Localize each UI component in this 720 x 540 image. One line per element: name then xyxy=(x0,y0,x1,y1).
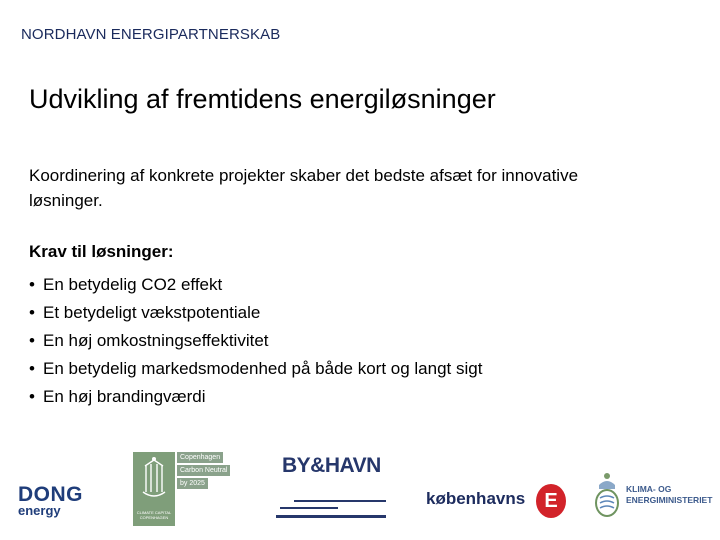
requirement-text: En høj omkostningseffektivitet xyxy=(43,331,269,350)
requirement-text: Et betydeligt vækstpotentiale xyxy=(43,303,261,322)
badge-text: CLIMATE CAPITAL COPENHAGEN xyxy=(136,510,172,520)
list-item xyxy=(29,355,482,383)
tag-copenhagen: Copenhagen xyxy=(177,452,223,463)
energi-e-icon: E xyxy=(536,484,566,518)
dong-energy-logo xyxy=(18,484,110,516)
royal-crest-icon xyxy=(590,471,624,521)
kobenhavns-logo-word: københavns xyxy=(426,489,526,508)
climate-capital-badge xyxy=(133,452,175,526)
byhavn-logo-word: BY&HAVN xyxy=(282,454,381,477)
byhavn-logo xyxy=(276,454,388,524)
bullet-icon: • xyxy=(29,303,35,322)
requirements-list xyxy=(29,271,482,411)
requirement-text: En betydelig CO2 effekt xyxy=(43,275,223,294)
byhavn-wave-line xyxy=(280,507,338,509)
copenhagen-carbon-neutral-logo xyxy=(133,452,237,526)
bullet-icon: • xyxy=(29,387,35,406)
klima-energiministeriet-logo xyxy=(590,471,716,521)
byhavn-wave-line xyxy=(276,515,386,518)
slide-title: Udvikling af fremtidens energiløsninger xyxy=(29,84,496,114)
dong-logo-word: DONG xyxy=(18,483,83,506)
bullet-icon: • xyxy=(29,359,35,378)
tag-carbon-neutral: Carbon Neutral xyxy=(177,465,230,476)
requirements-heading: Krav til løsninger: xyxy=(29,242,174,261)
kobenhavns-energi-logo xyxy=(426,484,568,518)
list-item xyxy=(29,327,482,355)
bullet-icon: • xyxy=(29,275,35,294)
list-item xyxy=(29,271,482,299)
header-label: NORDHAVN ENERGIPARTNERSKAB xyxy=(21,26,281,43)
requirement-text: En betydelig markedsmodenhed på både kort og langt sigt xyxy=(43,359,483,378)
list-item xyxy=(29,299,482,327)
bullet-icon: • xyxy=(29,331,35,350)
list-item xyxy=(29,383,482,411)
byhavn-wave-line xyxy=(294,500,386,502)
energy-logo-word: energy xyxy=(18,503,61,518)
requirement-text: En høj brandingværdi xyxy=(43,387,206,406)
klima-logo-text: KLIMA- OG ENERGIMINISTERIET xyxy=(626,484,713,505)
intro-paragraph: Koordinering af konkrete projekter skaber det bedste afsæt for innovative løsninger. xyxy=(29,166,579,210)
tag-by-2025: by 2025 xyxy=(177,478,208,489)
